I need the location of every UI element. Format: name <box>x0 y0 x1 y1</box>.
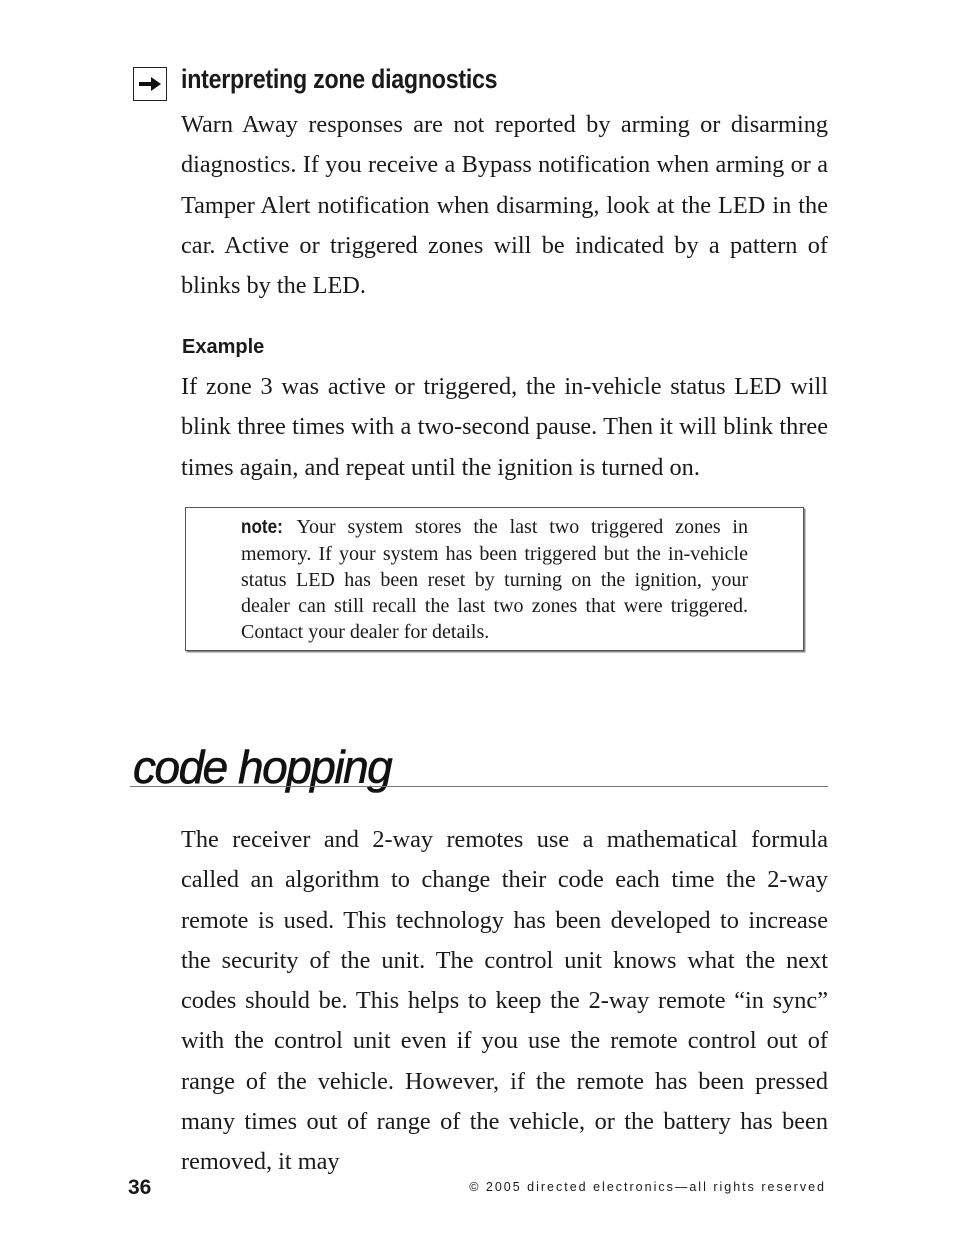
section-paragraph: Warn Away responses are not reported by arming or disarming diagnostics. If you receive a Bypass notification when arming or a Tamper Alert notification when disarming, look at the LED in the car. Active or triggered zones will be indicated by a pattern of blinks by the LED. <box>181 111 828 300</box>
note-label: note: <box>241 517 283 538</box>
note-box <box>185 507 804 651</box>
arrow-right-icon-glyph <box>138 75 162 93</box>
section-heading: interpreting zone diagnostics <box>181 64 498 94</box>
arrow-right-icon <box>133 67 167 101</box>
chapter-title: code hopping <box>133 741 392 793</box>
example-paragraph: If zone 3 was active or triggered, the in-vehicle status LED will blink three times with a two-second pause. Then it will blink three times again, and repeat until the ignition is turned on. <box>181 373 828 481</box>
page-number: 36 <box>128 1176 152 1199</box>
note-text: Your system stores the last two triggered zones in memory. If your system has been triggered but the in-vehicle status LED has been reset by turning on the ignition, your dealer can still recall the last two zones that were triggered. Contact your dealer for details. <box>241 516 748 643</box>
copyright-notice: © 2005 directed electronics—all rights reserved <box>469 1180 826 1194</box>
note-text-block <box>241 514 748 645</box>
chapter-paragraph: The receiver and 2-way remotes use a mathematical formula called an algorithm to change their code each time the 2-way remote is used. This technology has been developed to increase the security of the unit. The control unit knows what the next codes should be. This helps to keep the 2-way remote “in sync” with the control unit even if you use the remote control out of range of the vehicle. However, if the remote has been pressed many times out of range of the vehicle, or the battery has been removed, it may <box>181 826 828 1176</box>
example-heading: Example <box>182 336 265 358</box>
title-rule <box>130 786 828 787</box>
